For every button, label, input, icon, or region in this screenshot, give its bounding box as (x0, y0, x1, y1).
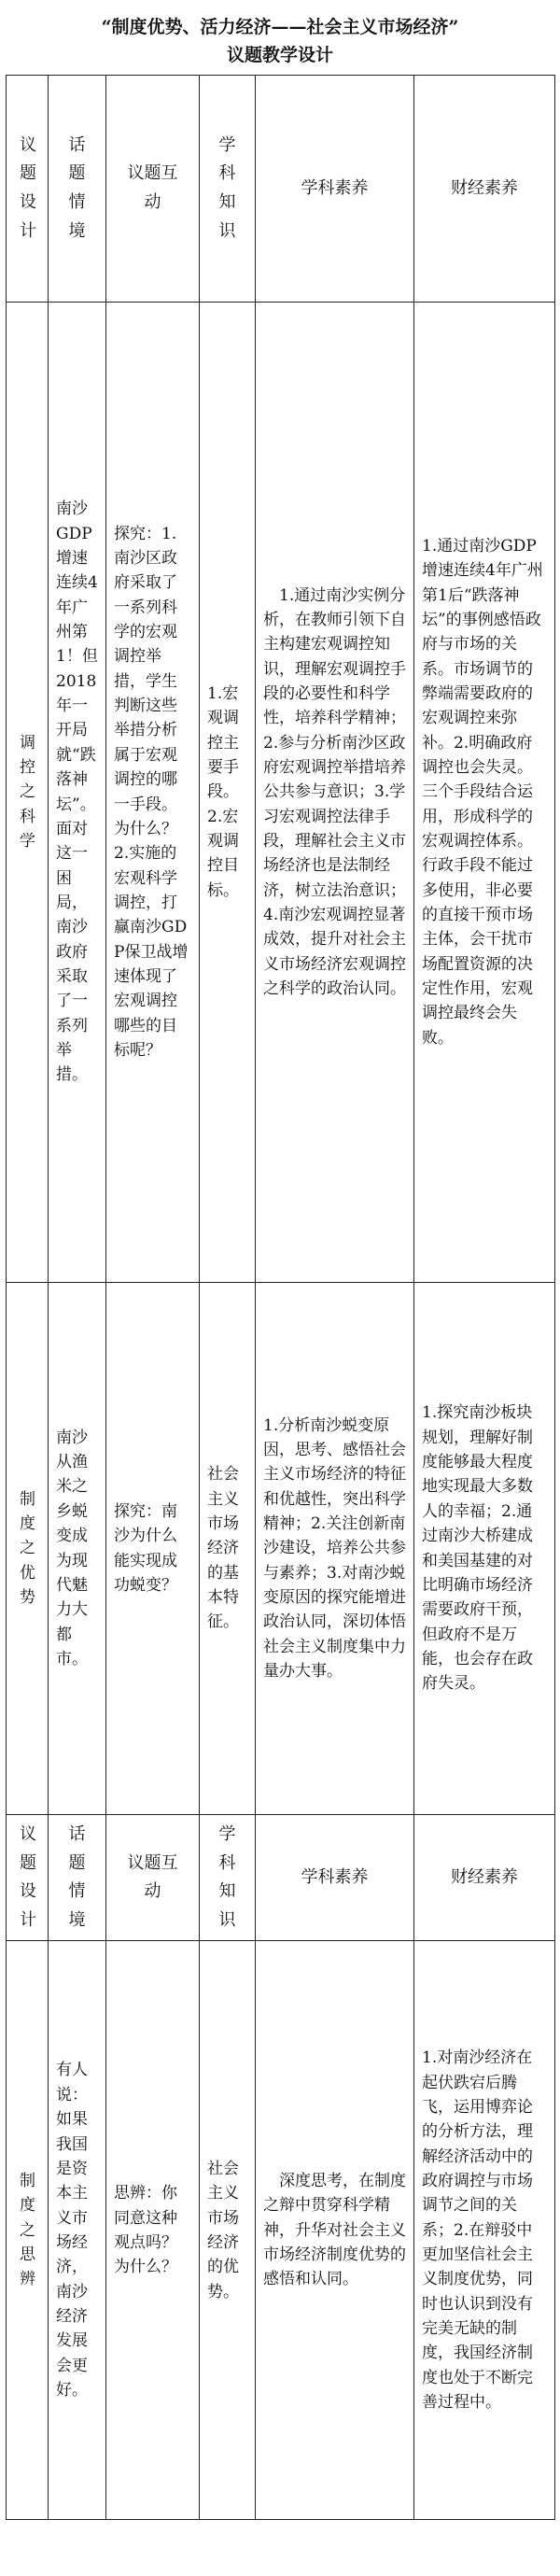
header-knowledge: 学科知识 (200, 1815, 256, 1941)
header-knowledge: 学科知识 (200, 76, 256, 303)
table-row (7, 1283, 555, 1815)
header-finance: 财经素养 (414, 76, 555, 303)
lesson-design-table (6, 75, 555, 2520)
row-interaction: 思辨：你同意这种观点吗？为什么？ (106, 1941, 200, 2520)
row-finance: 1.探究南沙板块规划，理解好制度能够最大程度地实现最大多数人的幸福；2.通过南沙大桥建成和美国基建的对比明确市场经济需要政府干预，但政府不是万能，也会存在政府失灵。 (414, 1283, 555, 1815)
row-interaction: 探究：南沙为什么能实现成功蜕变？ (106, 1283, 200, 1815)
header-interaction: 议题互动 (106, 76, 200, 303)
table-row (7, 303, 555, 1283)
row-knowledge: 1.宏观调控主要手段。2.宏观调控目标。 (200, 303, 256, 1283)
table-row (7, 1941, 555, 2520)
row-interaction: 探究：1.南沙区政府采取了一系列科学的宏观调控举措，学生判断这些举措分析属于宏观调控的哪一手段。为什么？2.实施的宏观科学调控，打赢南沙GDP保卫战增速体现了宏观调控哪些的目标呢？ (106, 303, 200, 1283)
row-topic: 调控之科学 (7, 303, 49, 1283)
row-knowledge: 社会主义市场经济的优势。 (200, 1941, 256, 2520)
header-row-repeat (7, 1815, 555, 1941)
header-topic-design: 议题设计 (7, 1815, 49, 1941)
row-topic: 制度之思辨 (7, 1941, 49, 2520)
header-situation: 话题情境 (49, 76, 106, 303)
row-finance: 1.对南沙经济在起伏跌宕后腾飞，运用博弈论的分析方法，理解经济活动中的政府调控与市场调节之间的关系；2.在辩驳中更加坚信社会主义制度优势，同时也认识到没有完美无缺的制度，我国经济制度也处于不断完善过程中。 (414, 1941, 555, 2520)
row-situation: 南沙从渔米之乡蜕变成为现代魅力大都市。 (49, 1283, 106, 1815)
document-title: “制度优势、活力经济——社会主义市场经济” (101, 17, 459, 37)
header-situation: 话题情境 (49, 1815, 106, 1941)
row-knowledge: 社会主义市场经济的基本特征。 (200, 1283, 256, 1815)
row-finance: 1.通过南沙GDP增速连续4年广州第1后“跌落神坛”的事例感悟政府与市场的关系。市场调节的弊端需要政府的宏观调控来弥补。2.明确政府调控也会失灵。三个手段结合运用，形成科学的宏观调控体系。行政手段不能过多使用，非必要的直接干预市场主体，会干扰市场配置资源的决定性作用，宏观调控最终会失败。 (414, 303, 555, 1283)
header-competence: 学科素养 (256, 76, 414, 303)
row-topic: 制度之优势 (7, 1283, 49, 1815)
row-competence: 深度思考，在制度之辩中贯穿科学精神，升华对社会主义市场经济制度优势的感悟和认同。 (256, 1941, 414, 2520)
row-competence: 1.通过南沙实例分析，在教师引领下自主构建宏观调控知识，理解宏观调控手段的必要性和科学性，培养科学精神；2.参与分析南沙区政府宏观调控举措培养公共参与意识；3.学习宏观调控法律手段，理解社会主义市场经济也是法制经济，树立法治意识；4.南沙宏观调控显著成效，提升对社会主义市场经济宏观调控之科学的政治认同。 (256, 303, 414, 1283)
header-interaction: 议题互动 (106, 1815, 200, 1941)
header-row (7, 76, 555, 303)
row-competence: 1.分析南沙蜕变原因，思考、感悟社会主义市场经济的特征和优越性，突出科学精神；2.关注创新南沙建设，培养公共参与素养；3.对南沙蜕变原因的探究能增进政治认同，深切体悟社会主义制度集中力量办大事。 (256, 1283, 414, 1815)
header-topic-design: 议题设计 (7, 76, 49, 303)
header-competence: 学科素养 (256, 1815, 414, 1941)
row-situation: 有人说：如果我国是资本主义市场经济，南沙经济发展会更好。 (49, 1941, 106, 2520)
row-situation: 南沙GDP增速连续4年广州第1！但2018年一开局就“跌落神坛”。面对这一困局，南沙政府采取了一系列举措。 (49, 303, 106, 1283)
document-subtitle: 议题教学设计 (226, 45, 333, 65)
header-finance: 财经素养 (414, 1815, 555, 1941)
